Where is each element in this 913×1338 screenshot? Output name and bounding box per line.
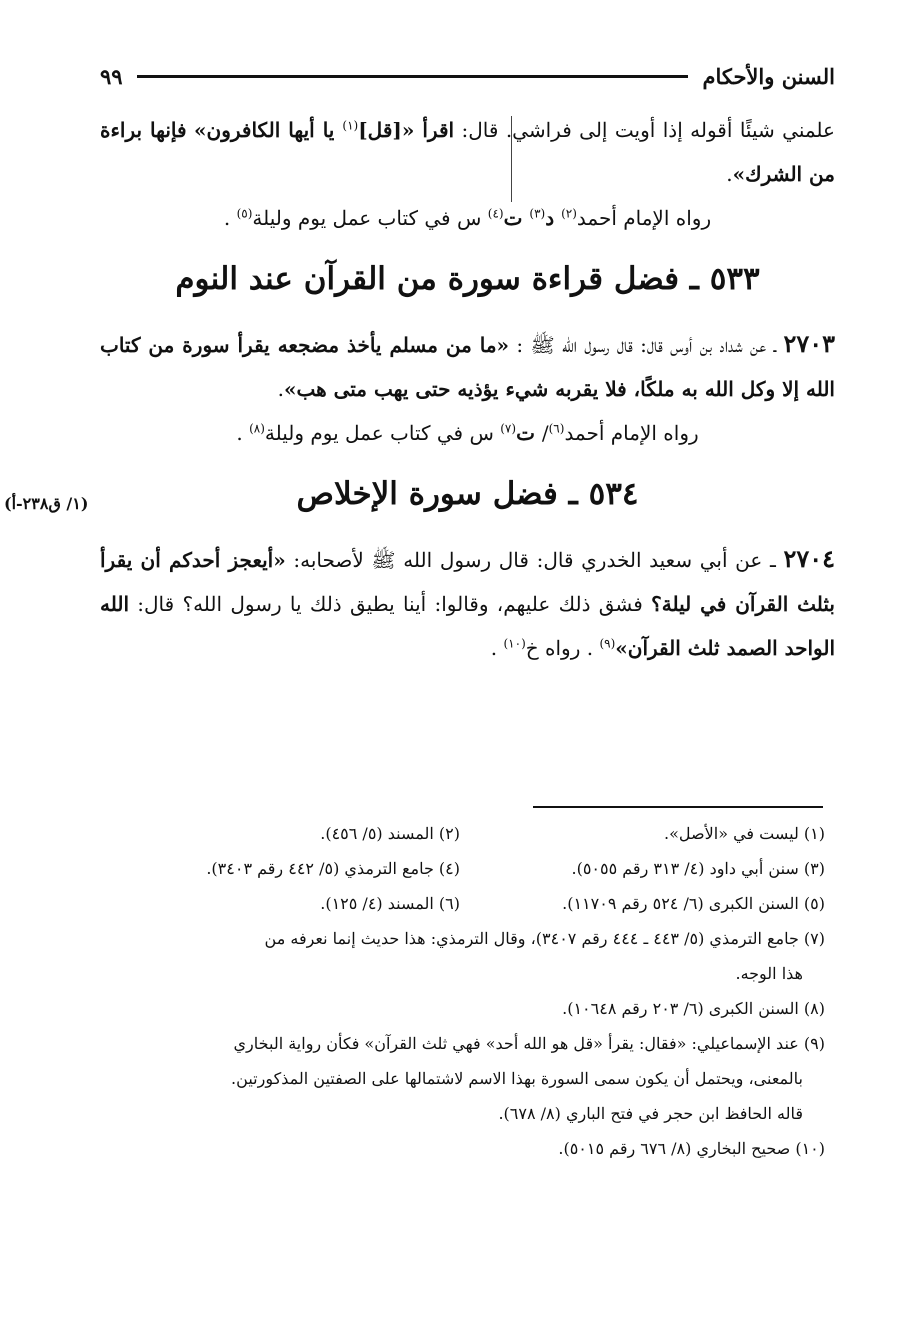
footnote-ref-8: (٨)	[249, 421, 265, 436]
footnotes	[95, 816, 825, 1166]
source-abbr-t: ت	[503, 206, 530, 230]
hadith-2703	[100, 322, 835, 411]
hadith-narration: فشق ذلك عليهم، وقالوا: أينا يطيق ذلك يا رسول الله؟ قال:	[129, 592, 652, 616]
footnote-9-continued-2: قاله الحافظ ابن حجر في فتح الباري (٨/ ٦٧٨).	[498, 1104, 803, 1123]
intro-period: .	[726, 162, 733, 186]
footnote-9: (٩) عند الإسماعيلي: «فقال: يقرأ «قل هو الله أحد» فهي ثلث القرآن» فكأن رواية البخاري	[233, 1034, 825, 1053]
footnote-ref-2: (٢)	[561, 206, 577, 221]
footnote-9-continued-1: بالمعنى، ويحتمل أن يكون سمى السورة بهذا الاسم لاشتمالها على الصفتين المذكورتين.	[231, 1069, 803, 1088]
hadith-number: ٢٧٠٤	[783, 544, 836, 573]
header-title: السنن والأحكام	[702, 63, 835, 89]
hadith-number: ٢٧٠٣	[783, 329, 835, 358]
footnote-6: (٦) المسند (٤/ ١٢٥).	[320, 894, 460, 913]
footnote-5: (٥) السنن الكبرى (٦/ ٥٢٤ رقم ١١٧٠٩).	[562, 894, 825, 913]
hadith-matn-1: «أيعجز أحدكم أن يقرأ بثلث القرآن في ليلة؟	[100, 548, 835, 616]
source-text: رواه الإمام أحمد	[576, 206, 712, 230]
footnote-ref-1: (١)	[342, 118, 359, 133]
header-rule	[137, 75, 689, 78]
source-text-b: س في كتاب عمل يوم وليلة	[264, 421, 501, 445]
running-header	[100, 56, 835, 96]
hadith-isnad: ـ عن شداد بن أوس قال: قال رسول الله ﷺ :	[509, 333, 784, 357]
hadith-2703-source	[100, 411, 835, 455]
footnote-row	[95, 886, 825, 921]
footnote-8: (٨) السنن الكبرى (٦/ ٢٠٣ رقم ١٠٦٤٨).	[562, 999, 825, 1018]
main-text	[100, 108, 835, 670]
hadith-period: .	[277, 377, 284, 401]
intro-text: علمني شيئًا أقوله إذا أويت إلى فراشي. قال:	[454, 118, 835, 142]
hadith-2704	[100, 537, 835, 670]
footnote-ref-3: (٣)	[529, 206, 546, 221]
hadith-matn: «ما من مسلم يأخذ مضجعه يقرأ سورة من كتاب الله إلا وكل الله به ملكًا، فلا يقربه شيء يؤذيه حتى يهب متى هب»	[100, 333, 835, 401]
source-end: .	[236, 421, 250, 445]
footnote-ref-6: (٦)	[548, 421, 565, 436]
footnote-7: (٧) جامع الترمذي (٥/ ٤٤٣ ـ ٤٤٤ رقم ٣٤٠٧)، وقال الترمذي: هذا حديث إنما نعرفه من	[264, 929, 825, 948]
footnote-3: (٣) سنن أبي داود (٤/ ٣١٣ رقم ٥٠٥٥).	[571, 859, 825, 878]
footnote-separator	[533, 806, 823, 808]
footnote-ref-7: (٧)	[500, 421, 517, 436]
source-end: .	[490, 636, 504, 660]
chapter-533-heading: ٥٣٣ ـ فضل قراءة سورة من القرآن عند النوم	[175, 261, 760, 297]
footnote-ref-5: (٥)	[236, 206, 253, 221]
hadith-source: . رواه خ	[525, 636, 600, 660]
footnote-row	[95, 816, 825, 851]
footnote-7-continued: هذا الوجه.	[735, 964, 803, 983]
footnote-row	[95, 851, 825, 886]
hadith-matn-2: الله الواحد الصمد ثلث القرآن»	[100, 592, 835, 660]
source-text-b: س في كتاب عمل يوم وليلة	[252, 206, 488, 230]
intro-quote-mid: يا أيها الكافرون»	[194, 118, 343, 142]
footnote-2: (٢) المسند (٥/ ٤٥٦).	[320, 824, 460, 843]
footnote-1: (١) ليست في «الأصل».	[664, 824, 825, 843]
source-abbr-d: د	[545, 206, 562, 230]
source-text: رواه الإمام أحمد	[564, 421, 699, 445]
page-number: ٩٩	[100, 63, 123, 89]
intro-quote-end: فإنها براءة من الشرك»	[100, 118, 835, 186]
intro-source	[100, 196, 835, 240]
source-slash: /	[541, 421, 549, 445]
footnote-ref-9: (٩)	[599, 636, 616, 651]
chapter-534-heading: ٥٣٤ ـ فضل سورة الإخلاص	[296, 476, 639, 512]
manuscript-margin-note: (١/ ق٢٣٨-أ)	[4, 494, 89, 513]
footnote-ref-10: (١٠)	[503, 636, 526, 651]
hadith-isnad: ـ عن أبي سعيد الخدري قال: قال رسول الله ﷺ لأصحابه:	[285, 548, 784, 572]
source-end: .	[223, 206, 237, 230]
intro-paragraph	[100, 108, 835, 196]
footnote-ref-4: (٤)	[487, 206, 504, 221]
source-abbr-t: ت	[516, 421, 542, 445]
footnote-10: (١٠) صحيح البخاري (٨/ ٦٧٦ رقم ٥٠١٥).	[558, 1139, 825, 1158]
intro-quote-start: اقرأ «[قل]	[358, 118, 455, 142]
footnote-4: (٤) جامع الترمذي (٥/ ٤٤٢ رقم ٣٤٠٣).	[206, 859, 460, 878]
